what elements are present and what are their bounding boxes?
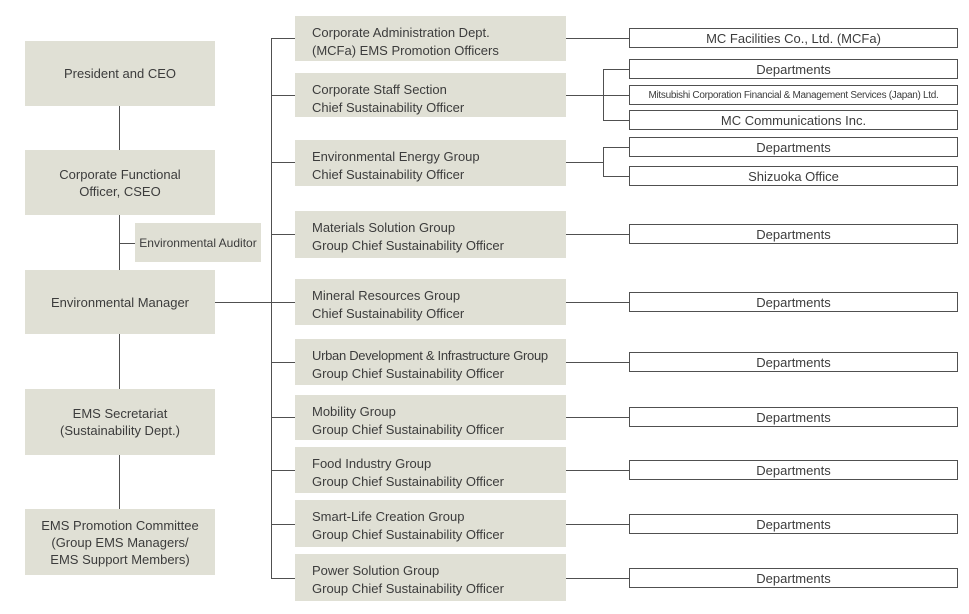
group-officer: Group Chief Sustainability Officer [312,581,504,596]
unit-box-mc-financial-management: Mitsubishi Corporation Financial & Management Services (Japan) Ltd. [629,85,958,105]
connector-line [603,147,629,148]
connector-line [271,38,295,39]
environmental-manager-box: Environmental Manager [25,270,215,334]
unit-box-departments: Departments [629,568,958,588]
connector-line [271,302,295,303]
unit-box-mc-communications: MC Communications Inc. [629,110,958,130]
group-officer: Chief Sustainability Officer [312,100,465,115]
group-box-corporate-staff [295,73,566,117]
unit-box-departments: Departments [629,407,958,427]
connector-line [271,524,295,525]
connector-line [566,234,629,235]
ceo-box: President and CEO [25,41,215,106]
unit-box-departments: Departments [629,137,958,157]
ems-secretariat-box: EMS Secretariat (Sustainability Dept.) [25,389,215,455]
connector-line [603,120,629,121]
group-officer: Group Chief Sustainability Officer [312,422,504,437]
group-name: Urban Development & Infrastructure Group [312,348,548,363]
connector-line [566,470,629,471]
connector-line [119,334,120,389]
connector-line [214,302,271,303]
group-name: Materials Solution Group [312,220,456,235]
unit-box-departments: Departments [629,224,958,244]
group-name: Mineral Resources Group [312,288,461,303]
connector-line [271,38,272,579]
connector-line [566,95,604,96]
group-box-corporate-administration [295,16,566,61]
connector-line [119,455,120,509]
connector-line [603,95,629,96]
connector-line [566,524,629,525]
group-name: Corporate Staff Section [312,82,447,97]
group-name: Mobility Group [312,404,396,419]
connector-line [603,176,629,177]
connector-line [603,147,604,177]
group-officer: Group Chief Sustainability Officer [312,474,504,489]
connector-line [271,417,295,418]
group-officer: Chief Sustainability Officer [312,306,465,321]
cseo-box: Corporate Functional Officer, CSEO [25,150,215,215]
connector-line [566,162,604,163]
group-officer: (MCFa) EMS Promotion Officers [312,43,499,58]
group-name: Food Industry Group [312,456,432,471]
group-box-smart-life-creation [295,500,566,547]
group-officer: Group Chief Sustainability Officer [312,238,504,253]
connector-line [566,302,629,303]
group-officer: Group Chief Sustainability Officer [312,366,504,381]
group-box-materials-solution [295,211,566,258]
unit-box-departments: Departments [629,59,958,79]
connector-line [566,578,629,579]
ems-promotion-committee-box: EMS Promotion Committee (Group EMS Managers/ EMS Support Members) [25,509,215,575]
group-box-mineral-resources [295,279,566,325]
unit-box-departments: Departments [629,292,958,312]
connector-line [271,578,295,579]
connector-line [271,162,295,163]
connector-line [119,106,120,150]
group-box-power-solution [295,554,566,601]
connector-line [119,243,135,244]
unit-box-departments: Departments [629,514,958,534]
connector-line [271,234,295,235]
connector-line [271,95,295,96]
group-box-urban-development [295,339,566,385]
group-officer: Group Chief Sustainability Officer [312,527,504,542]
unit-box-mc-facilities: MC Facilities Co., Ltd. (MCFa) [629,28,958,48]
group-box-mobility [295,395,566,440]
connector-line [566,417,629,418]
group-name: Environmental Energy Group [312,149,480,164]
environmental-auditor-box: Environmental Auditor [135,223,261,262]
connector-line [603,69,629,70]
connector-line [566,38,629,39]
group-name: Corporate Administration Dept. [312,25,490,40]
unit-box-departments: Departments [629,352,958,372]
group-box-environmental-energy [295,140,566,186]
group-box-food-industry [295,447,566,493]
unit-box-departments: Departments [629,460,958,480]
group-officer: Chief Sustainability Officer [312,167,465,182]
unit-box-shizuoka-office: Shizuoka Office [629,166,958,186]
group-name: Power Solution Group [312,563,440,578]
connector-line [271,362,295,363]
connector-line [566,362,629,363]
group-name: Smart-Life Creation Group [312,509,465,524]
connector-line [271,470,295,471]
